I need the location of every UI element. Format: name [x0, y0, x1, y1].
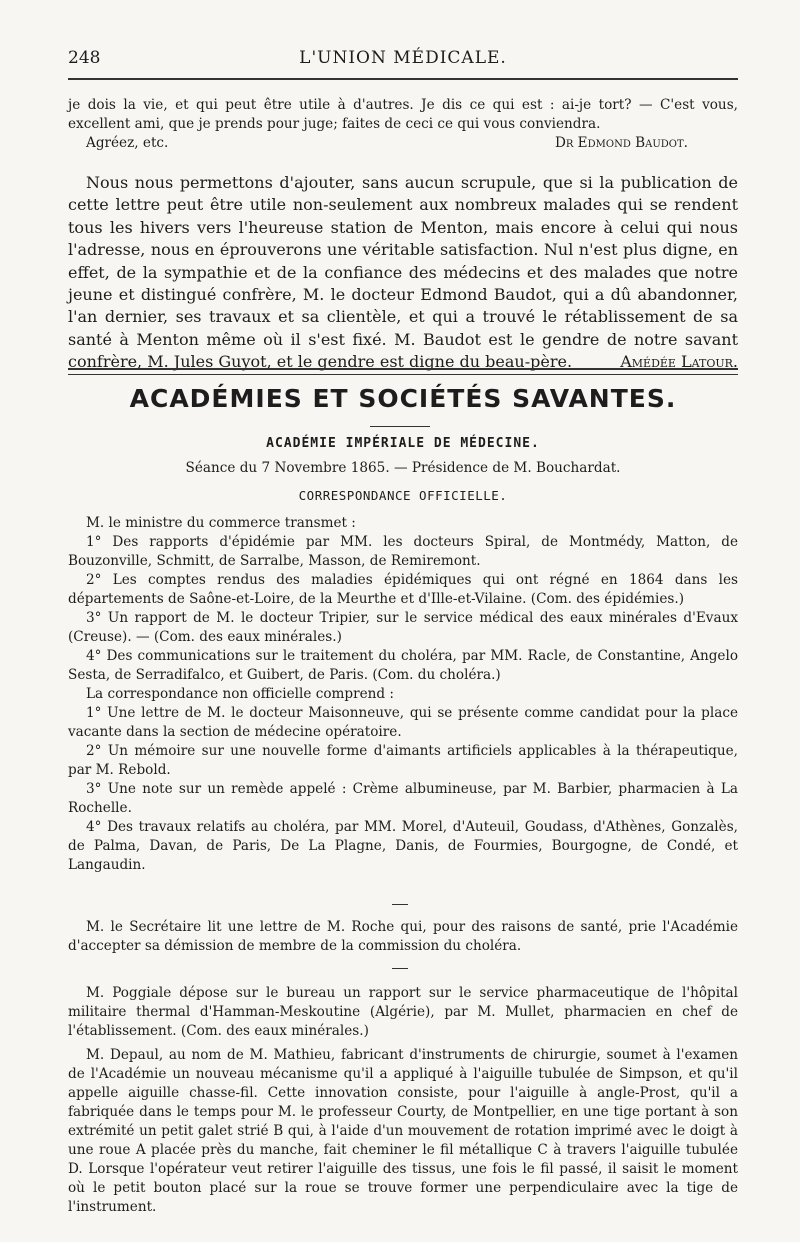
paragraph-nonofficial-intro: La correspondance non officielle comprend :: [86, 686, 395, 702]
paragraph-minister: M. le ministre du commerce transmet :: [86, 515, 356, 531]
academy-title: ACADÉMIE IMPÉRIALE DE MÉDECINE.: [266, 436, 540, 451]
section-double-rule: [68, 368, 738, 375]
letter-signature-line: [68, 134, 738, 153]
paragraph-maisonneuve-letter: 1° Une lettre de M. le docteur Maisonneuve, qui se présente comme candidat pour la place vacante dans la section de médecine opératoire.: [68, 705, 738, 740]
paragraph-secretary-letter: M. le Secrétaire lit une lettre de M. Roche qui, pour des raisons de santé, prie l'Académie d'accepter sa démission de membre de la commission du choléra.: [68, 919, 738, 954]
running-title: L'UNION MÉDICALE.: [299, 48, 507, 68]
letter-closing-text: je dois la vie, et qui peut être utile à d'autres. Je dis ce qui est : ai-je tort? — C'est vous, excellent ami, que je prends pour juge; faites de ceci ce qui vous conviendra.: [68, 97, 738, 132]
paragraph-albumin-cream-note: 3° Une note sur un remède appelé : Crème albumineuse, par M. Barbier, pharmacien à La Rochelle.: [68, 781, 738, 816]
correspondence-title: CORRESPONDANCE OFFICIELLE.: [298, 488, 508, 503]
separator-dash: [392, 968, 408, 969]
page-number: 248: [68, 48, 101, 68]
letter-closing-block: [68, 96, 738, 153]
secretary-block: [68, 918, 738, 956]
paragraph-epidemic-reports: 1° Des rapports d'épidémie par MM. les docteurs Spiral, de Montmédy, Matton, de Bouzonville, Schmitt, de Sarralbe, Masson, de Remiremont.: [68, 534, 738, 569]
reports-block: [68, 984, 738, 1217]
editorial-signature: Amédée Latour.: [620, 352, 738, 372]
paragraph-evaux-report: 3° Un rapport de M. le docteur Tripier, sur le service médical des eaux minérales d'Evaux (Creuse). — (Com. des eaux minérales.): [68, 610, 738, 645]
header-rule: [68, 78, 738, 80]
page-header: [68, 48, 738, 76]
paragraph-poggiale-report: M. Poggiale dépose sur le bureau un rapport sur le service pharmaceutique de l'hôpital militaire thermal d'Hamman-Meskoutine (Algérie), par M. Mullet, pharmacien en chef de l'établissement. (Com. des eaux minérales.): [68, 985, 738, 1039]
editorial-note: [68, 172, 738, 374]
section-title: ACADÉMIES ET SOCIÉTÉS SAVANTES.: [129, 384, 677, 413]
paragraph-epidemic-accounts: 2° Les comptes rendus des maladies épidémiques qui ont régné en 1864 dans les départements de Saône-et-Loire, de la Meurthe et d'Ille-et-Vilaine. (Com. des épidémies.): [68, 572, 738, 607]
letter-signature: Dr Edmond Baudot.: [554, 135, 688, 151]
paragraph-depaul-instrument: M. Depaul, au nom de M. Mathieu, fabricant d'instruments de chirurgie, soumet à l'examen de l'Académie un nouveau mécanisme qu'il a appliqué à l'aiguille tubulée de Simpson, et qu'il appelle aiguille chasse-fil. Cette innovation consiste, pour l'aiguille à angle-Prost, qu'il a fabriquée dans le temps pour M. le professeur Courty, de Montpellier, en une tige portant à son extrémité un petit galet strié B qui, à l'aide d'un mouvement de rotation imprimé avec le doigt à une roue A placée près du manche, fait cheminer le fil métallique C à travers l'aiguille tubulée D. Lorsque l'opérateur veut retirer l'aiguille des tissus, une fois le fil passé, il saisit le moment où le petit bouton placé sur la roue se trouve former une perpendiculaire avec la tige de l'instrument.: [68, 1047, 738, 1215]
paragraph-cholera-works: 4° Des travaux relatifs au choléra, par MM. Morel, d'Auteuil, Goudass, d'Athènes, Gonzalès, de Palma, Davan, de Paris, De La Plagne, Danis, de Fourmies, Bourgogne, de Condé, et Langaudin.: [68, 819, 738, 873]
separator-dash: [392, 904, 408, 905]
seance-line: Séance du 7 Novembre 1865. — Présidence de M. Bouchardat.: [185, 460, 621, 476]
correspondence-body: [68, 514, 738, 875]
letter-salutation: Agréez, etc.: [86, 135, 169, 151]
editorial-text: Nous nous permettons d'ajouter, sans aucun scrupule, que si la publication de cette lettre peut être utile non-seulement aux nombreux malades qui se rendent tous les hivers vers l'heureuse station de Menton, mais encore à celui qui nous l'adresse, nous en éprouverons une véritable satisfaction. Nul n'est plus digne, en effet, de la sympathie et de la confiance des médecins et des malades que notre jeune et distingué confrère, M. le docteur Edmond Baudot, qui a dû abandonner, l'an dernier, ses travaux et sa clientèle, et qui a trouvé le rétablissement de sa santé à Menton même où il s'est fixé. M. Baudot est le gendre de notre savant confrère, M. Jules Guyot, et le gendre est digne du beau-père.: [68, 173, 738, 372]
paragraph-magnets-memoir: 2° Un mémoire sur une nouvelle forme d'aimants artificiels applicables à la thérapeutique, par M. Rebold.: [68, 743, 738, 778]
paragraph-cholera-communications: 4° Des communications sur le traitement du choléra, par MM. Racle, de Constantine, Angelo Sesta, de Serradifalco, et Guibert, de Paris. (Com. du choléra.): [68, 648, 738, 683]
title-short-rule: [370, 426, 430, 427]
